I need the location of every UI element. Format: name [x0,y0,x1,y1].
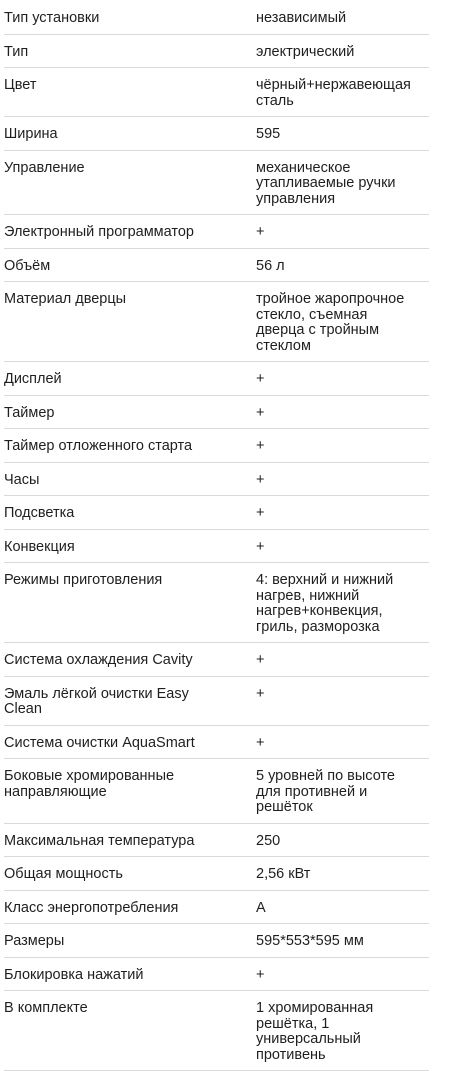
spec-label: Цвет [4,77,37,93]
spec-value: 1 хромированная решётка, 1 универсальный противень [256,1000,374,1063]
spec-value: независимый [256,10,347,26]
spec-row [4,496,429,530]
spec-label: Часы [4,471,40,488]
spec-row [4,362,429,396]
spec-row [4,530,429,564]
spec-row [4,0,429,35]
spec-row [4,249,429,283]
spec-label: Класс энергопотребления [4,899,179,916]
spec-value: + [256,471,265,488]
spec-label: Тип установки [4,10,100,26]
spec-value: A [256,899,266,916]
spec-row [4,429,429,463]
spec-value: + [256,734,265,751]
spec-row [4,924,429,958]
spec-label: Дисплей [4,371,62,387]
spec-row [4,643,429,677]
spec-label: Электронный программатор [4,224,194,240]
spec-value: 5 уровней по высоте для противней и решёток [256,768,395,815]
spec-row [4,282,429,362]
spec-value: 595 [256,126,281,142]
spec-label: Режимы приготовления [4,572,163,588]
spec-value: 595*553*595 мм [256,933,364,949]
spec-label: Боковые хромированные направляющие [4,768,175,800]
spec-label: Эмаль лёгкой очистки Easy Clean [4,685,189,717]
spec-value: + [256,404,265,421]
spec-label: Общая мощность [4,866,123,882]
spec-label: Размеры [4,933,65,949]
spec-value: + [256,538,265,555]
spec-label: Система охлаждения Cavity [4,652,193,668]
spec-row [4,677,429,726]
spec-value: тройное жаропрочное стекло, съемная дверца с тройным стеклом [256,291,405,354]
spec-value: 250 [256,832,281,849]
spec-row [4,68,429,117]
spec-row [4,396,429,430]
spec-row [4,824,429,858]
spec-label: Управление [4,159,85,176]
spec-label: Блокировка нажатий [4,966,144,983]
spec-label: Конвекция [4,538,75,555]
spec-row [4,991,429,1071]
spec-row [4,151,429,216]
spec-value: + [256,438,265,454]
spec-value: 2,56 кВт [256,866,311,882]
spec-label: Ширина [4,126,58,142]
spec-row [4,759,429,824]
spec-row [4,35,429,69]
spec-value: чёрный+нержавеющая сталь [256,77,411,109]
spec-row [4,117,429,151]
spec-value: 56 л [256,257,285,274]
spec-label: В комплекте [4,1000,88,1016]
spec-label: Материал дверцы [4,291,127,307]
spec-label: Таймер отложенного старта [4,438,193,454]
spec-value: + [256,966,265,983]
spec-row [4,857,429,891]
spec-value: + [256,685,265,702]
spec-label: Объём [4,257,51,274]
spec-value: + [256,371,265,387]
spec-row [4,463,429,497]
spec-label: Таймер [4,404,55,421]
spec-label: Система очистки AquaSmart [4,734,195,751]
spec-row [4,215,429,249]
spec-value: + [256,505,265,521]
spec-row [4,958,429,992]
spec-value: + [256,652,265,668]
spec-label: Подсветка [4,505,75,521]
spec-value: электрический [256,43,355,60]
spec-label: Тип [4,43,29,60]
specifications-table [4,0,429,1071]
spec-value: 4: верхний и нижний нагрев, нижний нагрев+конвекция, гриль, разморозка [256,572,394,635]
spec-row [4,563,429,643]
spec-value: + [256,224,265,240]
spec-value: механическое утапливаемые ручки управления [256,159,396,207]
spec-row [4,891,429,925]
spec-row [4,726,429,760]
spec-label: Максимальная температура [4,832,195,849]
